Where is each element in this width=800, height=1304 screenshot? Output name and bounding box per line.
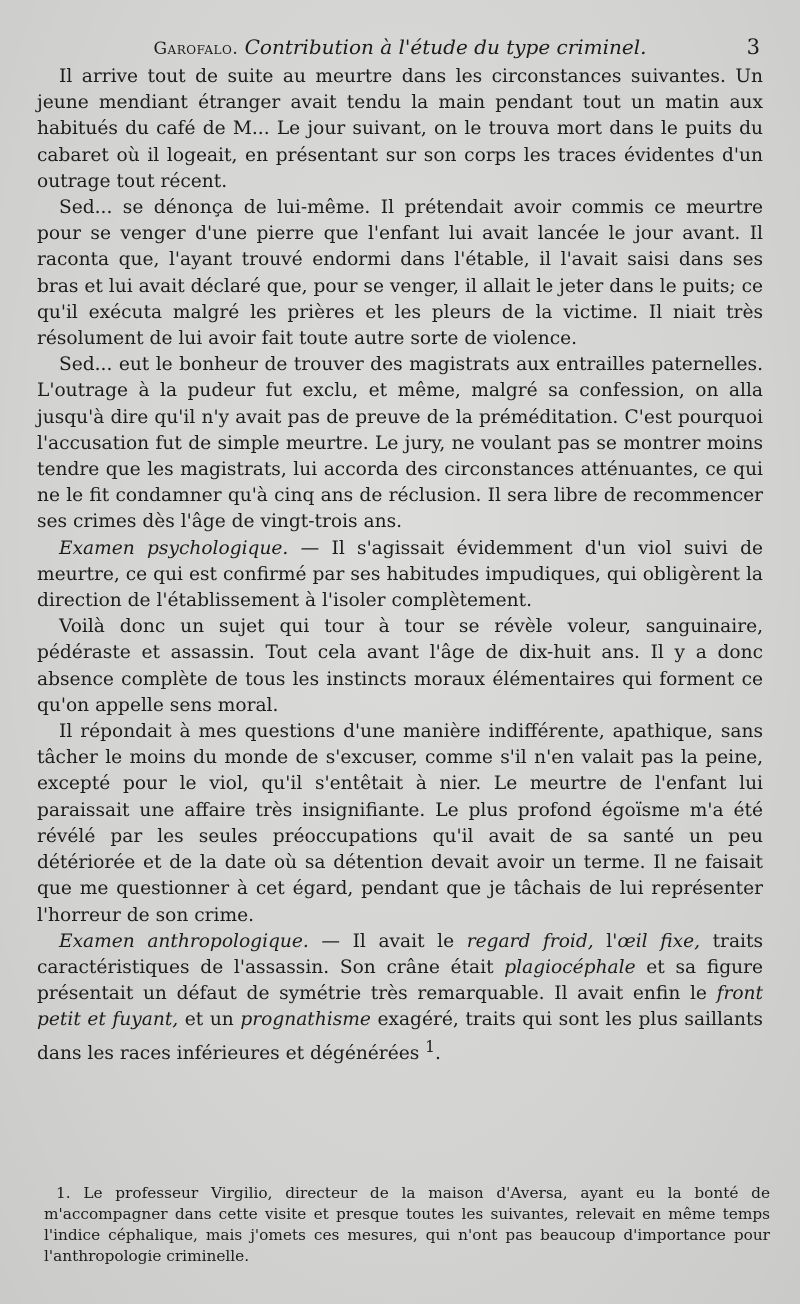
paragraph: Il répondait à mes questions d'une manière indifférente, apathique, sans tâcher le moins du monde de s'excuser, comme s'il n'en valait pas la peine, excepté pour le viol, qu'il s'entêtait à nier. Le meurtre de l'enfant lui paraissait une affaire très insignifiante. Le plus profond égoïsme m'a été révélé par les seules préoccupations qu'il avait de sa santé un peu détériorée et de la date où sa détention devait avoir un terme. Il ne faisait que me questionner à cet égard, pendant que je tâchais de lui représenter l'horreur de son crime. <box>37 721 763 926</box>
paragraph-anthropological-exam <box>37 929 763 1067</box>
page-number: 3 <box>746 35 760 59</box>
psych-exam-text: — Il s'agissait évidemment d'un viol suivi de meurtre, ce qui est confirmé par ses habitudes impudiques, qui obligèrent la direction de l'établissement à l'isoler complètement. <box>37 537 763 612</box>
footnote-ref[interactable]: 1 <box>425 1037 436 1056</box>
footnote <box>44 1183 770 1267</box>
header-title: Contribution à l'étude du type criminel. <box>244 35 647 59</box>
text-run: et un <box>178 1009 241 1031</box>
italic-term: prognathisme <box>240 1009 371 1031</box>
psych-exam-label: Examen psychologique. <box>59 537 289 559</box>
italic-term: œil fixe, <box>617 930 700 952</box>
body-text <box>37 64 763 1067</box>
text-run: et sa figure présentait un défaut de symétrie très remarquable. Il avait enfin le <box>37 956 763 1005</box>
text-run: l' <box>593 930 618 952</box>
paragraph-psychological-exam <box>37 536 763 615</box>
anthro-exam-label: Examen anthropologique. <box>59 930 309 952</box>
text-run: . <box>435 1042 441 1064</box>
italic-term: plagiocéphale <box>504 956 636 978</box>
paragraph: Il arrive tout de suite au meurtre dans les circonstances suivantes. Un jeune mendiant étranger avait tendu la main pendant tout un matin aux habitués du café de M... Le jour suivant, on le trouva mort dans le puits du cabaret où il logeait, en présentant sur son corps les traces évidentes d'un outrage tout récent. <box>37 66 763 192</box>
text-run: exagéré, traits qui sont les plus saillants dans les races inférieures et dégénérées <box>37 1009 763 1064</box>
running-header <box>40 35 760 63</box>
italic-term: front petit et fuyant, <box>37 983 763 1031</box>
paragraph: Sed... eut le bonheur de trouver des magistrats aux entrailles paternelles. L'outrage à la pudeur fut exclu, et même, malgré sa confession, on alla jusqu'à dire qu'il n'y avait pas de preuve de la préméditation. C'est pourquoi l'accusation fut de simple meurtre. Le jury, ne voulant pas se montrer moins tendre que les magistrats, lui accorda des circonstances atténuantes, ce qui ne le fit condamner qu'à cinq ans de réclusion. Il sera libre de recommencer ses crimes dès l'âge de vingt-trois ans. <box>37 354 763 533</box>
footnote-text: 1. Le professeur Virgilio, directeur de la maison d'Aversa, ayant eu la bonté de m'accompagner dans cette visite et presque toutes les suivantes, relevait en même temps l'indice céphalique, mais j'omets ces mesures, qui n'ont pas beaucoup d'importance pour l'anthropologie criminelle. <box>44 1184 770 1265</box>
paragraph: Voilà donc un sujet qui tour à tour se révèle voleur, sanguinaire, pédéraste et assassin. Tout cela avant l'âge de dix-huit ans. Il y a donc absence complète de tous les instincts moraux élémentaires qui forment ce qu'on appelle sens moral. <box>37 616 763 716</box>
text-run: — Il avait le <box>308 930 467 952</box>
italic-term: regard froid, <box>466 930 594 952</box>
text-run: traits caractéristiques de l'assassin. Son crâne était <box>37 930 763 978</box>
header-author: Garofalo. <box>153 39 239 59</box>
paragraph: Sed... se dénonça de lui-même. Il prétendait avoir commis ce meurtre pour se venger d'une pierre que l'enfant lui avait lancée le jour avant. Il raconta que, l'ayant trouvé endormi dans l'étable, il l'avait saisi dans ses bras et lui avait déclaré que, pour se venger, il allait le jeter dans le puits; ce qu'il exécuta malgré les prières et les pleurs de la victime. Il niait très résolument de lui avoir fait toute autre sorte de violence. <box>37 197 763 350</box>
